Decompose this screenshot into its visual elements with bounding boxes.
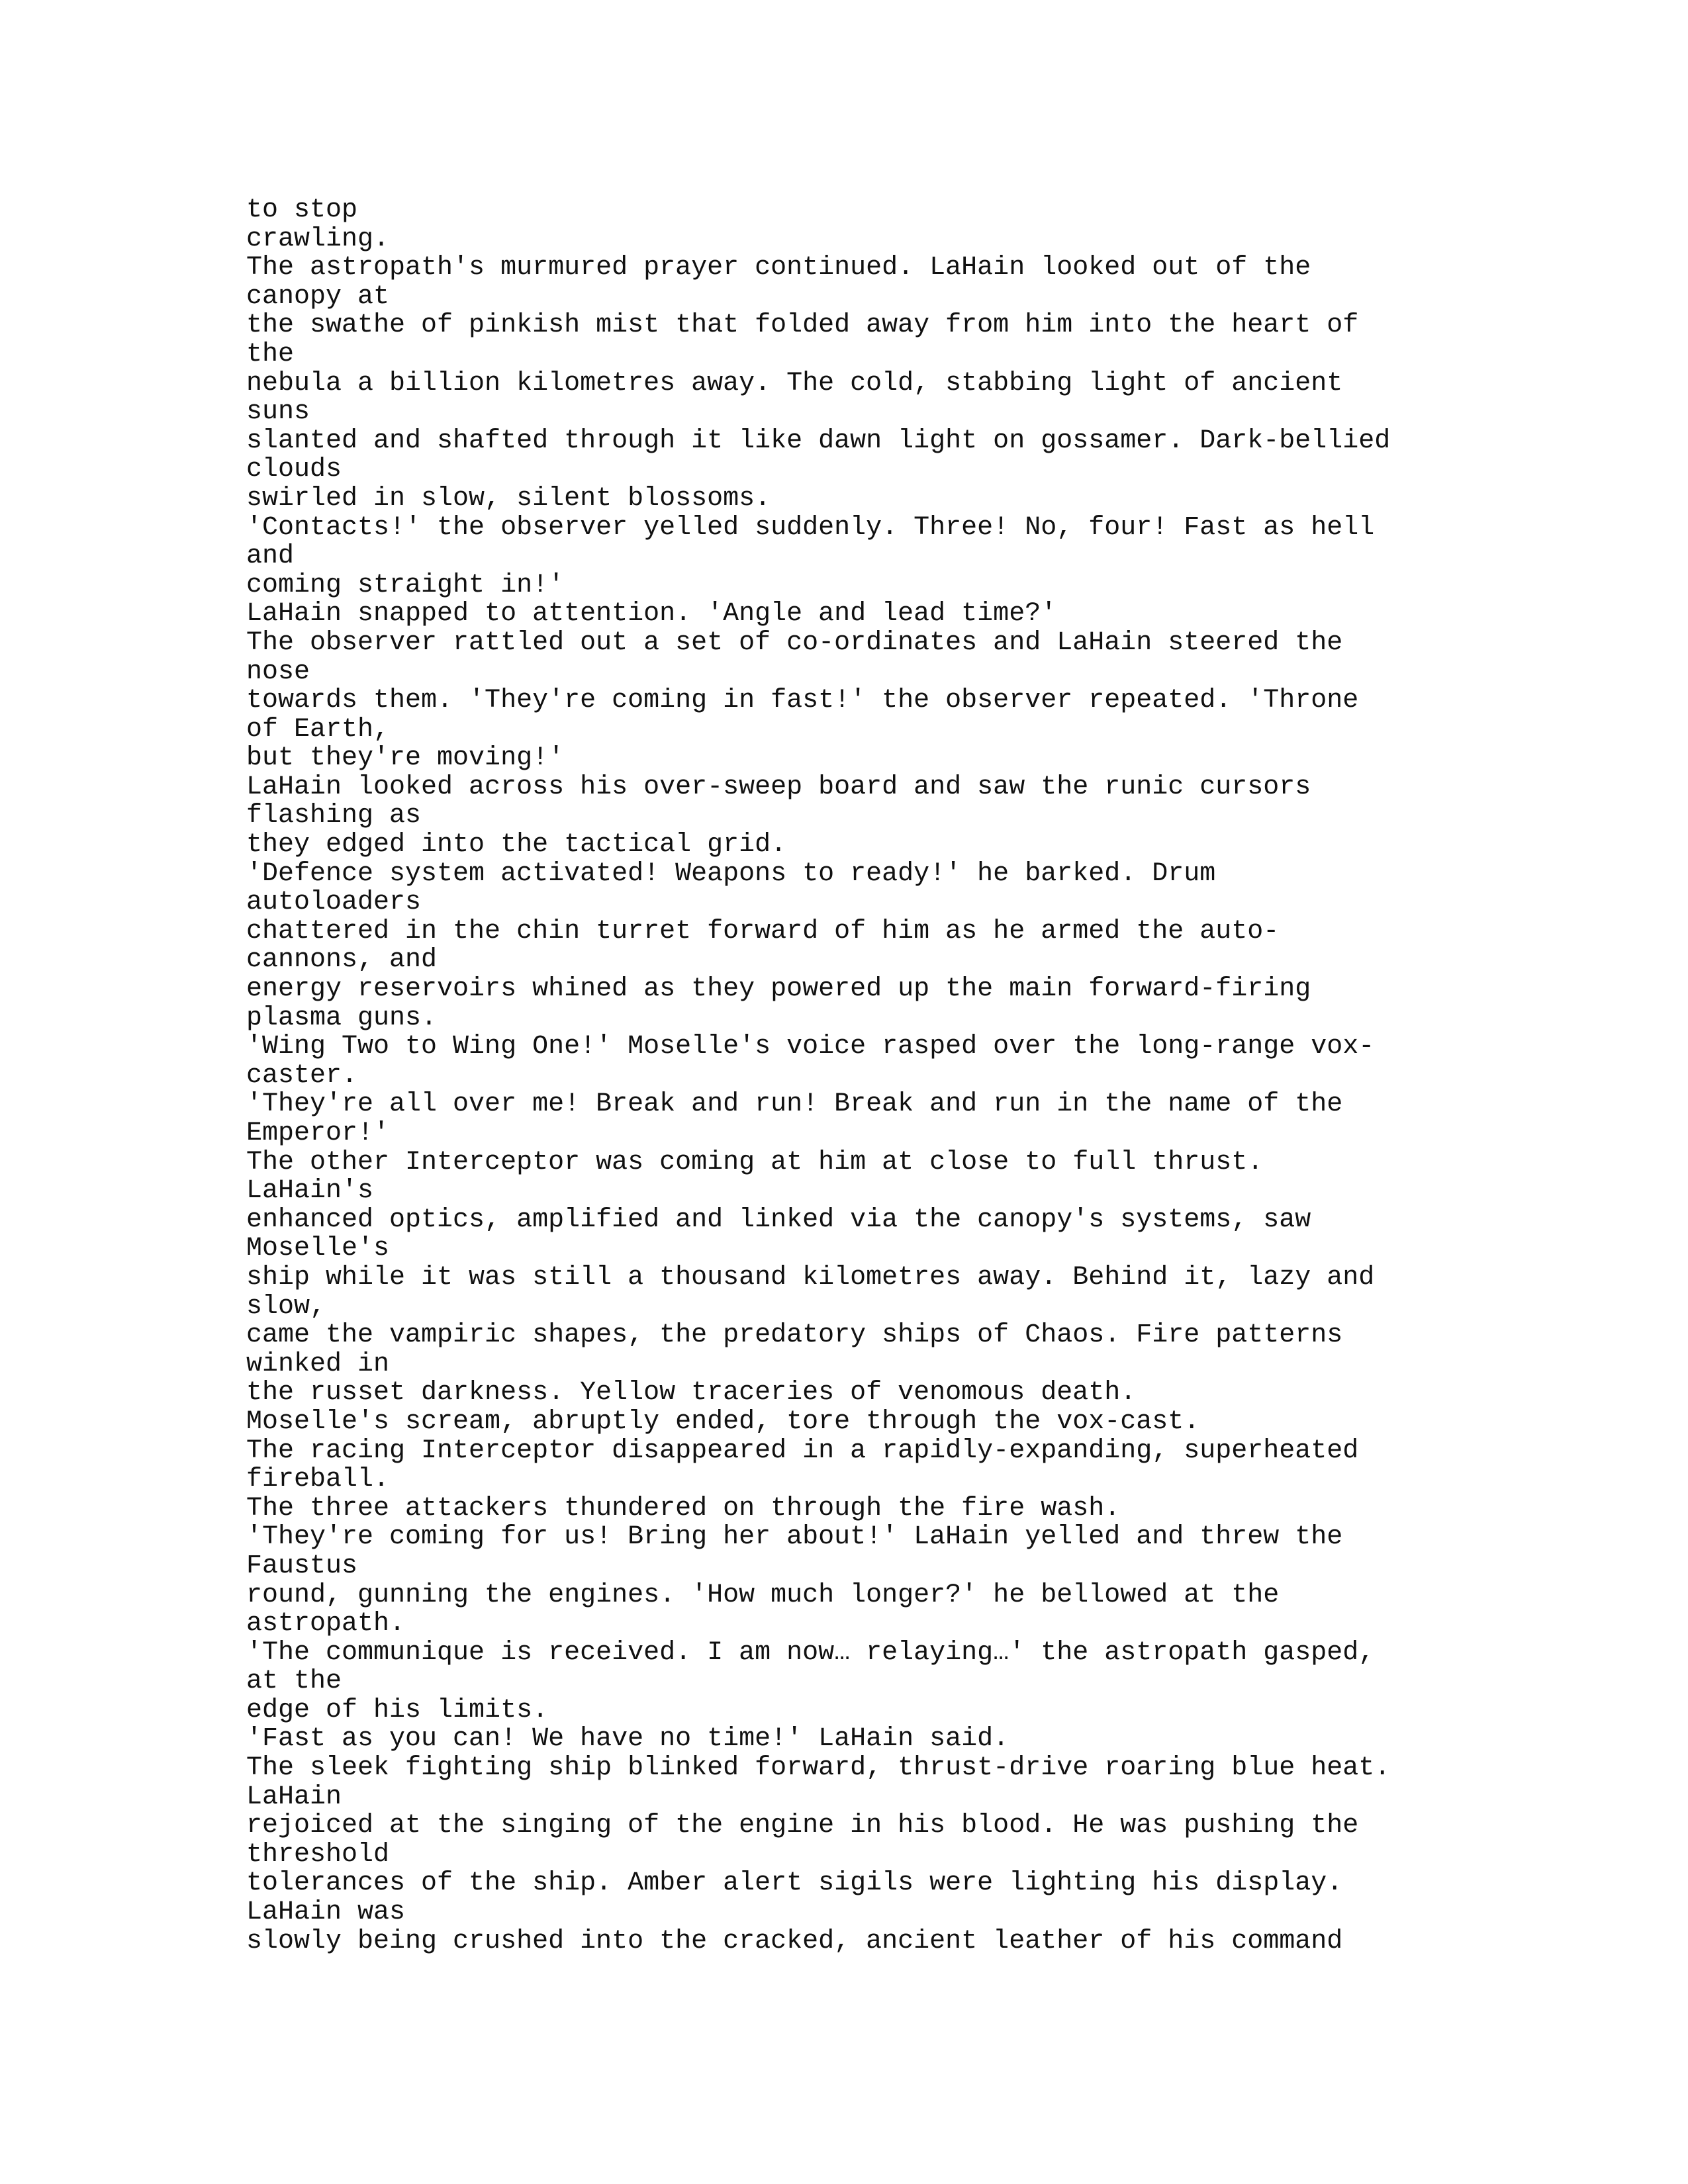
text-line: fireball.	[246, 1465, 390, 1495]
text-line: The racing Interceptor disappeared in a rapidly-expanding, superheated	[246, 1435, 1359, 1466]
text-line: energy reservoirs whined as they powered up the main forward-firing	[246, 974, 1311, 1005]
text-line: LaHain	[246, 1782, 342, 1812]
text-line: the russet darkness. Yellow traceries of venomous death.	[246, 1378, 1137, 1408]
text-line: Moselle's	[246, 1234, 390, 1264]
text-line: Faustus	[246, 1551, 358, 1581]
text-line: coming straight in!'	[246, 570, 565, 600]
text-line: Emperor!'	[246, 1118, 390, 1148]
text-line: round, gunning the engines. 'How much longer?' he bellowed at the	[246, 1580, 1280, 1610]
text-line: 'They're all over me! Break and run! Break and run in the name of the	[246, 1089, 1343, 1120]
text-line: The astropath's murmured prayer continued. LaHain looked out of the	[246, 253, 1311, 283]
text-line: LaHain looked across his over-sweep board and saw the runic cursors	[246, 772, 1311, 802]
body-text	[246, 196, 1570, 1956]
text-line: and	[246, 541, 295, 572]
text-line: The other Interceptor was coming at him at close to full thrust.	[246, 1147, 1264, 1177]
text-line: Moselle's scream, abruptly ended, tore through the vox-cast.	[246, 1406, 1200, 1437]
text-line: LaHain's	[246, 1176, 374, 1206]
text-line: 'Fast as you can! We have no time!' LaHain said.	[246, 1724, 1009, 1754]
text-line: but they're moving!'	[246, 743, 565, 774]
text-line: slowly being crushed into the cracked, ancient leather of his command	[246, 1926, 1343, 1956]
text-line: cannons, and	[246, 945, 438, 976]
text-line: autoloaders	[246, 887, 422, 918]
text-line: to stop	[246, 195, 358, 225]
text-line: towards them. 'They're coming in fast!' the observer repeated. 'Throne	[246, 686, 1359, 716]
text-line: 'Defence system activated! Weapons to ready!' he barked. Drum	[246, 858, 1216, 889]
text-line: came the vampiric shapes, the predatory ships of Chaos. Fire patterns	[246, 1320, 1343, 1351]
text-line: ship while it was still a thousand kilometres away. Behind it, lazy and	[246, 1262, 1375, 1293]
text-line: flashing as	[246, 801, 422, 831]
text-line: crawling.	[246, 224, 390, 254]
text-line: at the	[246, 1666, 342, 1697]
text-line: clouds	[246, 455, 342, 485]
text-line: 'Contacts!' the observer yelled suddenly. Three! No, four! Fast as hell	[246, 512, 1375, 543]
text-line: slanted and shafted through it like dawn light on gossamer. Dark-bellied	[246, 426, 1391, 456]
text-line: caster.	[246, 1060, 358, 1091]
text-line: LaHain snapped to attention. 'Angle and lead time?'	[246, 599, 1057, 629]
text-line: swirled in slow, silent blossoms.	[246, 483, 771, 514]
text-line: winked in	[246, 1349, 390, 1379]
text-line: slow,	[246, 1291, 326, 1322]
text-line: they edged into the tactical grid.	[246, 830, 787, 860]
text-line: threshold	[246, 1839, 390, 1870]
text-line: rejoiced at the singing of the engine in his blood. He was pushing the	[246, 1811, 1359, 1841]
text-line: of Earth,	[246, 714, 390, 745]
text-line: 'Wing Two to Wing One!' Moselle's voice rasped over the long-range vox-	[246, 1032, 1375, 1062]
text-line: 'The communique is received. I am now… relaying…' the astropath gasped,	[246, 1637, 1375, 1668]
text-line: nose	[246, 657, 310, 687]
text-line: canopy at	[246, 281, 390, 312]
text-line: tolerances of the ship. Amber alert sigils were lighting his display.	[246, 1868, 1343, 1899]
text-line: nebula a billion kilometres away. The cold, stabbing light of ancient	[246, 368, 1343, 398]
text-line: The three attackers thundered on through the fire wash.	[246, 1493, 1121, 1524]
text-line: plasma guns.	[246, 1003, 438, 1033]
text-line: the swathe of pinkish mist that folded away from him into the heart of	[246, 310, 1359, 341]
text-line: suns	[246, 397, 310, 428]
text-line: astropath.	[246, 1609, 406, 1639]
text-line: enhanced optics, amplified and linked via the canopy's systems, saw	[246, 1205, 1311, 1235]
text-line: LaHain was	[246, 1897, 406, 1928]
text-line: The sleek fighting ship blinked forward, thrust-drive roaring blue heat.	[246, 1753, 1391, 1784]
text-line: chattered in the chin turret forward of him as he armed the auto-	[246, 916, 1280, 946]
text-line: the	[246, 339, 295, 369]
text-line: 'They're coming for us! Bring her about!' LaHain yelled and threw the	[246, 1522, 1343, 1553]
text-line: edge of his limits.	[246, 1695, 549, 1725]
text-line: The observer rattled out a set of co-ordinates and LaHain steered the	[246, 627, 1343, 658]
